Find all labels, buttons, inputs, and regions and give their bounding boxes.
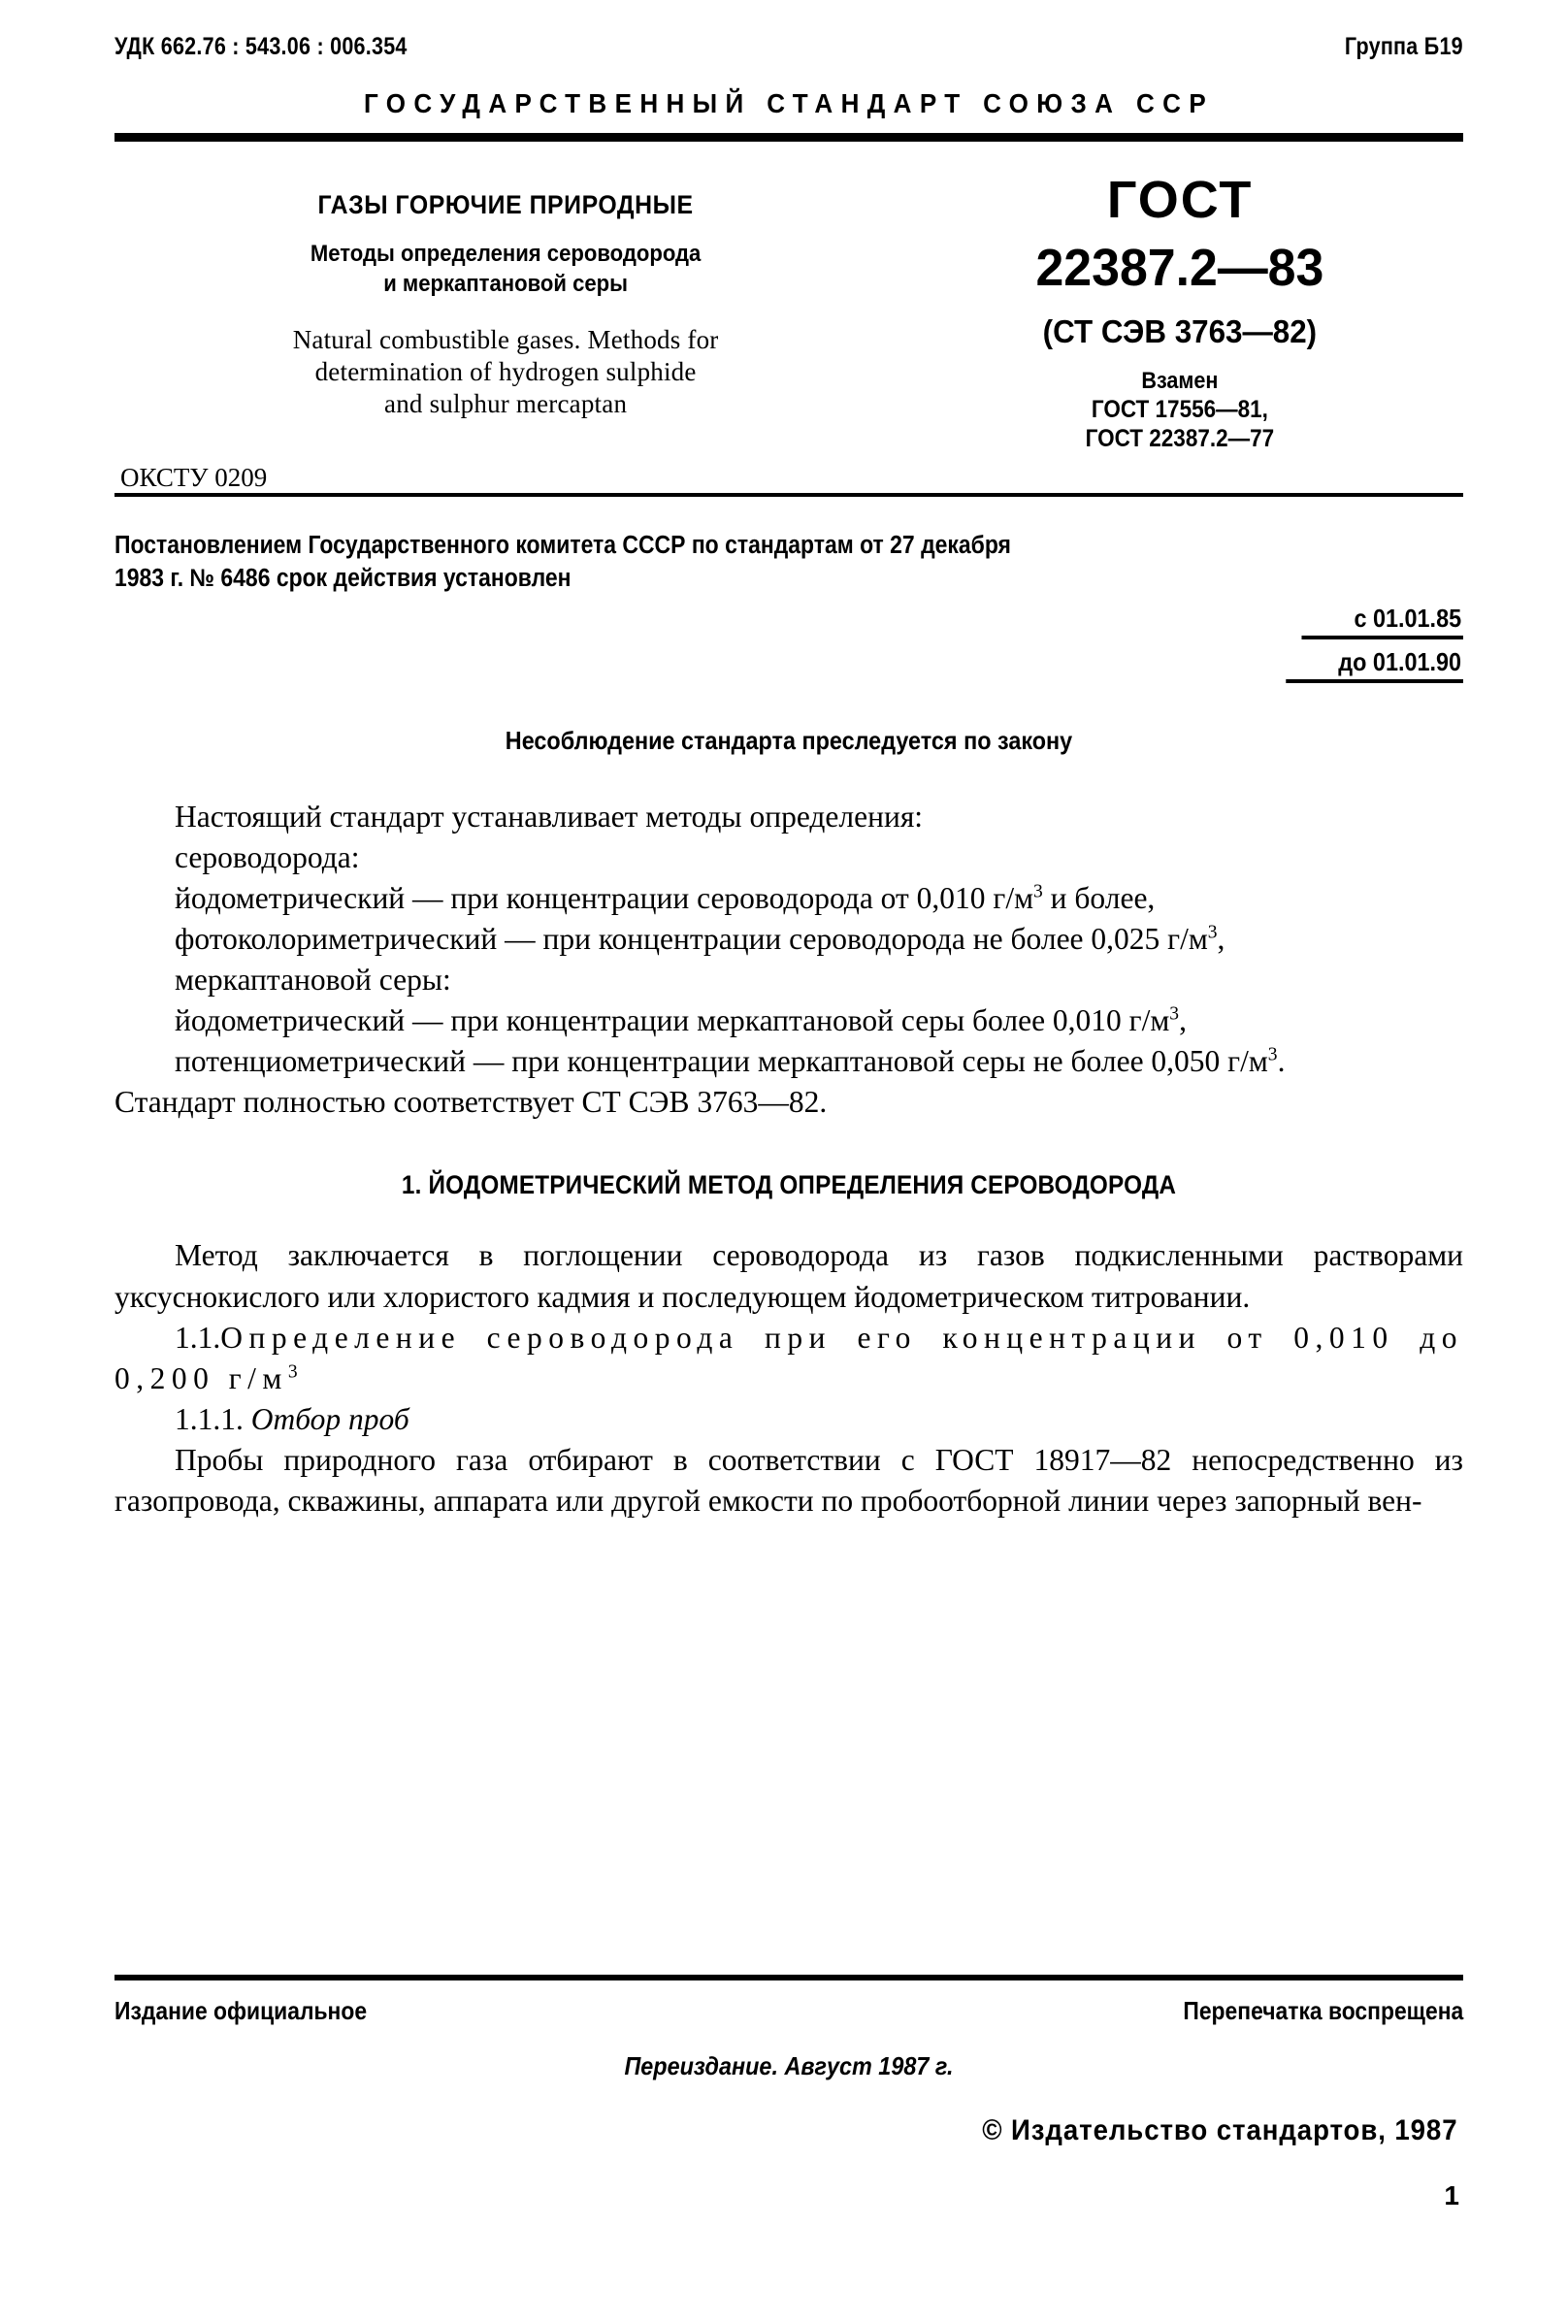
page-footer [114, 1975, 1463, 2211]
decree-line-1: Постановлением Государственного комитета СССР по стандартам от 27 декабря [114, 532, 1011, 560]
p6-superscript: 3 [1169, 1003, 1180, 1025]
en-line-3: and sulphur mercaptan [384, 389, 628, 419]
replaces-label: Взамен [1141, 367, 1219, 394]
p4-superscript: 3 [1207, 922, 1218, 943]
header-row [114, 33, 1463, 61]
clause-1-1 [114, 1318, 1463, 1399]
p6-text-a: йодометрический — при концентрации меркаптановой серы более 0,010 г/м [175, 1003, 1170, 1038]
p3-superscript: 3 [1033, 881, 1043, 902]
body-paragraph-6 [114, 1000, 1463, 1041]
title-left-column [114, 169, 897, 493]
clause-1-1-superscript: 3 [287, 1361, 298, 1383]
body-paragraph-8: Стандарт полностью соответствует СТ СЭВ 3763—82. [114, 1085, 828, 1120]
gost-label: ГОСТ [1106, 171, 1254, 229]
okstu-code: ОКСТУ 0209 [120, 463, 268, 493]
document-body [114, 797, 1463, 1522]
p6-text-b: , [1179, 1003, 1187, 1038]
banner-rule-top [114, 133, 1463, 142]
title-rule-bottom [114, 493, 1463, 497]
decree-line-2: 1983 г. № 6486 срок действия установлен [114, 565, 572, 593]
clause-1-1-1-title: Отбор проб [250, 1401, 409, 1436]
body-paragraph-5: меркаптановой серы: [175, 963, 451, 998]
st-sev-reference: (СТ СЭВ 3763—82) [1042, 312, 1318, 349]
section-1-heading: 1. ЙОДОМЕТРИЧЕСКИЙ МЕТОД ОПРЕДЕЛЕНИЯ СЕРОВОДОРОДА [401, 1170, 1177, 1200]
body-paragraph-7 [114, 1041, 1463, 1082]
group-code: Группа Б19 [1344, 33, 1463, 60]
decree-text [114, 530, 1462, 596]
clause-1-1-1 [114, 1399, 1463, 1440]
body-paragraph-3 [114, 878, 1463, 919]
date-from: с 01.01.85 [1302, 604, 1463, 639]
gost-number: 22387.2—83 [1035, 238, 1324, 297]
legal-warning: Несоблюдение стандарта преследуется по закону [505, 726, 1073, 756]
body-paragraph-9: Метод заключается в поглощении сероводорода из газов подкисленными растворами уксуснокислого или хлористого кадмия и последующем йодометрическом титровании. [114, 1238, 1463, 1314]
document-subtitle-ru [146, 240, 866, 299]
p7-superscript: 3 [1267, 1044, 1278, 1065]
body-paragraph-2: сероводорода: [175, 840, 360, 875]
page-number: 1 [1444, 2180, 1459, 2210]
clause-1-1-1-number: 1.1.1. [175, 1401, 244, 1436]
subtitle-line-1: Методы определения сероводорода [310, 241, 702, 267]
en-line-1: Natural combustible gases. Methods for [292, 325, 719, 355]
p4-text-a: фотоколориметрический — при концентрации сероводорода не более 0,025 г/м [175, 922, 1208, 957]
footer-rule [114, 1975, 1463, 1980]
udk-code: УДК 662.76 : 543.06 : 006.354 [114, 33, 408, 60]
official-edition-label: Издание официальное [114, 1996, 368, 2025]
body-paragraph-12: Пробы природного газа отбирают в соответствии с ГОСТ 18917—82 непосредственно из газопровода, скважины, аппарата или другой емкости по пробоотборной линии через запорный вен- [114, 1442, 1463, 1518]
replaced-standard-1: ГОСТ 17556—81, [1092, 395, 1269, 423]
body-paragraph-4 [114, 919, 1463, 960]
body-paragraph-1: Настоящий стандарт устанавливает методы определения: [175, 800, 924, 835]
title-block [114, 142, 1463, 493]
copyright-line: © Издательство стандартов, 1987 [982, 2114, 1458, 2146]
replaced-standards [925, 395, 1434, 454]
subtitle-line-2: и меркаптановой серы [383, 270, 628, 297]
replaced-standard-2: ГОСТ 22387.2—77 [1085, 425, 1275, 453]
page-content [114, 33, 1463, 1522]
p3-text-b: и более, [1042, 881, 1156, 916]
p7-text-b: . [1277, 1044, 1286, 1079]
date-to: до 01.01.90 [1286, 647, 1463, 683]
en-line-2: determination of hydrogen sulphide [314, 357, 697, 387]
p3-text-a: йодометрический — при концентрации сероводорода от 0,010 г/м [175, 881, 1034, 916]
footer-row [114, 1996, 1463, 2026]
clause-1-1-text: Определение сероводорода при его концентрации от 0,010 до 0,200 г/м [114, 1320, 1463, 1395]
clause-1-1-number: 1.1. [175, 1320, 221, 1355]
document-title-en [114, 324, 897, 420]
p7-text-a: потенциометрический — при концентрации меркаптановой серы не более 0,050 г/м [175, 1044, 1268, 1079]
title-right-column [897, 169, 1463, 454]
validity-dates [114, 604, 1463, 691]
reprint-prohibited-label: Перепечатка воспрещена [1183, 1996, 1463, 2025]
p4-text-b: , [1217, 922, 1225, 957]
reissue-note: Переиздание. Август 1987 г. [624, 2051, 954, 2080]
document-title-ru: ГАЗЫ ГОРЮЧИЕ ПРИРОДНЫЕ [317, 190, 694, 219]
state-standard-banner: ГОСУДАРСТВЕННЫЙ СТАНДАРТ СОЮЗА ССР [363, 88, 1215, 118]
